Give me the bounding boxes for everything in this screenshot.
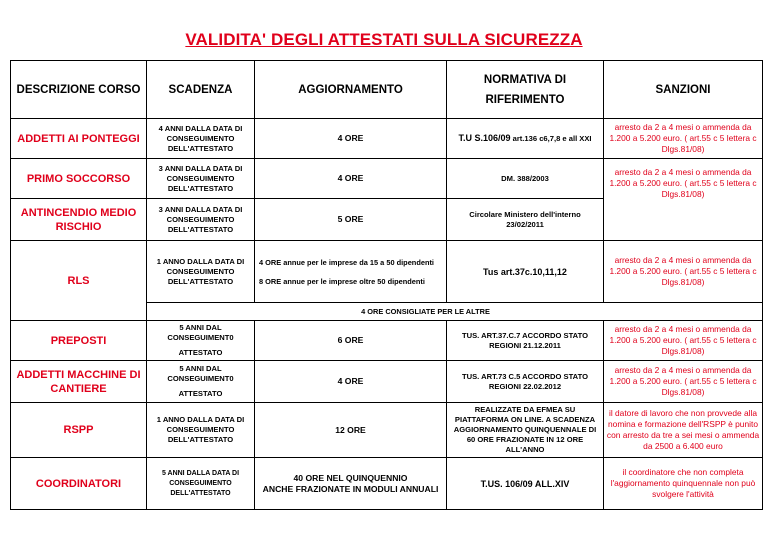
normativa-articles: art.136 c6,7,8 e all XXI <box>510 134 592 143</box>
table-row <box>11 159 763 199</box>
aggiornamento-cell: 4 ORE <box>255 159 447 199</box>
aggiornamento-cell: 5 ORE <box>255 199 447 241</box>
normativa-cell: Tus art.37c.10,11,12 <box>447 241 604 303</box>
course-name: PREPOSTI <box>11 321 147 361</box>
sanzioni-cell: arresto da 2 a 4 mesi o ammenda da 1.200 a 5.200 euro. ( art.55 c 5 lettera c Dlgs.81/08) <box>604 159 763 241</box>
scadenza-cell <box>147 361 255 403</box>
normativa-cell: T.US. 106/09 ALL.XIV <box>447 458 604 510</box>
course-name: RSPP <box>11 403 147 458</box>
scadenza-cell: 3 ANNI DALLA DATA DI CONSEGUIMENTO DELL'ATTESTATO <box>147 159 255 199</box>
table-row <box>11 119 763 159</box>
table-row <box>11 458 763 510</box>
normativa-cell: TUS. ART.37.C.7 ACCORDO STATO REGIONI 21.12.2011 <box>447 321 604 361</box>
sanzioni-cell: il datore di lavoro che non provvede alla nomina e formazione dell'RSPP è punito con arresto da tre a sei mesi o ammenda da 2500 a 6.400 euro <box>604 403 763 458</box>
sanzioni-cell: arresto da 2 a 4 mesi o ammenda da 1.200 a 5.200 euro. ( art.55 c 5 lettera c Dlgs.81/08) <box>604 361 763 403</box>
header-descrizione: DESCRIZIONE CORSO <box>11 61 147 119</box>
sanzioni-cell: arresto da 2 a 4 mesi o ammenda da 1.200 a 5.200 euro. ( art.55 c 5 lettera c Dlgs.81/08) <box>604 119 763 159</box>
scadenza-line: 5 ANNI DAL CONSEGUIMENT0 <box>167 364 234 383</box>
aggiornamento-cell: 4 ORE <box>255 361 447 403</box>
aggiornamento-line: 4 ORE annue per le imprese da 15 a 50 dipendenti <box>259 257 434 267</box>
course-name: COORDINATORI <box>11 458 147 510</box>
scadenza-cell: 1 ANNO DALLA DATA DI CONSEGUIMENTO DELL'ATTESTATO <box>147 403 255 458</box>
header-sanzioni: SANZIONI <box>604 61 763 119</box>
normativa-law: T.U S.106/09 <box>458 133 511 143</box>
normativa-cell: REALIZZATE DA EFMEA SU PIATTAFORMA ON LINE. A SCADENZA AGGIORNAMENTO QUINQUENNALE DI 60 ORE FRAZIONATE IN 12 ORE ALL'ANNO <box>447 403 604 458</box>
certificates-table <box>10 60 763 510</box>
sanzioni-cell: arresto da 2 a 4 mesi o ammenda da 1.200 a 5.200 euro. ( art.55 c 5 lettera c Dlgs.81/08) <box>604 321 763 361</box>
table-row <box>11 321 763 361</box>
scadenza-line: 5 ANNI DAL CONSEGUIMENT0 <box>167 323 234 342</box>
course-name: RLS <box>11 241 147 321</box>
sanzioni-cell: arresto da 2 a 4 mesi o ammenda da 1.200 a 5.200 euro. ( art.55 c 5 lettera c Dlgs.81/08) <box>604 241 763 303</box>
scadenza-line: ATTESTATO <box>178 348 223 357</box>
table-row <box>11 403 763 458</box>
header-normativa: NORMATIVA DI RIFERIMENTO <box>447 61 604 119</box>
scadenza-cell: 1 ANNO DALLA DATA DI CONSEGUIMENTO DELL'ATTESTATO <box>147 241 255 303</box>
scadenza-cell: 5 ANNI DALLA DATA DI CONSEGUIMENTO DELL'ATTESTATO <box>147 458 255 510</box>
aggiornamento-line: 8 ORE annue per le imprese oltre 50 dipendenti <box>259 276 425 286</box>
course-name: ANTINCENDIO MEDIO RISCHIO <box>11 199 147 241</box>
header-scadenza: SCADENZA <box>147 61 255 119</box>
header-row <box>11 61 763 119</box>
sanzioni-cell: il coordinatore che non completa l'aggiornamento quinquennale non può svolgere l'attività <box>604 458 763 510</box>
normativa-cell: Circolare Ministero dell'interno 23/02/2011 <box>447 199 604 241</box>
page-title: VALIDITA' DEGLI ATTESTATI SULLA SICUREZZA <box>185 30 583 49</box>
aggiornamento-cell: 6 ORE <box>255 321 447 361</box>
course-name: ADDETTI AI PONTEGGI <box>11 119 147 159</box>
scadenza-line: ATTESTATO <box>178 389 223 398</box>
header-aggiornamento: AGGIORNAMENTO <box>255 61 447 119</box>
course-name: PRIMO SOCCORSO <box>11 159 147 199</box>
aggiornamento-cell: 4 ORE <box>255 119 447 159</box>
normativa-cell: DM. 388/2003 <box>447 159 604 199</box>
scadenza-cell: 3 ANNI DALLA DATA DI CONSEGUIMENTO DELL'ATTESTATO <box>147 199 255 241</box>
table-row <box>11 241 763 303</box>
aggiornamento-cell: 40 ORE NEL QUINQUENNIO ANCHE FRAZIONATE IN MODULI ANNUALI <box>255 458 447 510</box>
scadenza-cell <box>147 321 255 361</box>
normativa-cell: TUS. ART.73 C.5 ACCORDO STATO REGIONI 22.02.2012 <box>447 361 604 403</box>
note-cell: 4 ORE CONSIGLIATE PER LE ALTRE <box>147 303 763 321</box>
aggiornamento-cell <box>255 241 447 303</box>
aggiornamento-cell: 12 ORE <box>255 403 447 458</box>
scadenza-cell: 4 ANNI DALLA DATA DI CONSEGUIMENTO DELL'ATTESTATO <box>147 119 255 159</box>
course-name: ADDETTI MACCHINE DI CANTIERE <box>11 361 147 403</box>
table-row <box>11 361 763 403</box>
normativa-cell <box>447 119 604 159</box>
